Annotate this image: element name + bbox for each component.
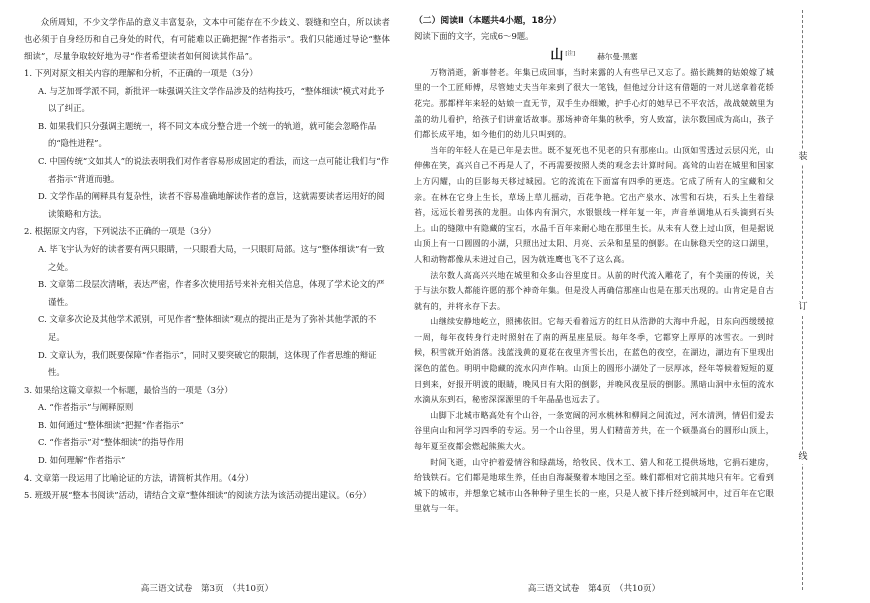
question-5 [24,487,390,505]
essay-author: 赫尔曼·黑塞 [597,51,638,61]
essay-paragraph: 当年的年轻人在是已年是去世。既不复死也不见老的只有那座山。山顶如雪透过云层闪光，山伸佛在笑，高兴自己不再是人了，不再需要按照人类的观念去计算时间。高耸的山岩在城里和国家上方闪耀，山的巨影每天移过城园。它的流流在下面富有四季的更迭。它成了所有人的宝藏和父亲。在林在它身上生长，草场上草儿摇动，百花争艳。它出产泉水、冰雪和石块，石头上生着绿苔，远远长着男孩的龙胆。山体内有洞穴，水银银线一样年复一年，声音单调地从石头滴到石头上。山的缝隙中有隐藏的宝石，水晶千百年来耐心地在那里生长。从未有人登上过山顶，但是据说山顶上有一口圆圆的小湖，只照出过太阳、月亮、云朵和星星的倒影。在山脉稳天空的这口湖里，人和动物都像从未进过自己，因为就连鹰也飞不了这么高。 [414,144,774,264]
binding-char-middle: 订 [796,300,810,314]
essay-heading [414,46,774,65]
question-1 [24,65,390,223]
essay-body [414,65,774,517]
question-option: A. 与芝加哥学派不同，新批评一味强调关注文学作品涉及的结构技巧，“整体细读”模式对此予以了纠正。 [38,85,385,114]
question-stem: 1. 下列对原文相关内容的理解和分析，不正确的一项是（3分） [24,68,258,78]
essay-paragraph: 法尔数人高高兴兴地在城里和众多山谷里度日。从前的时代流入雕花了，有个美丽的传说，关于与法尔数人都能许愿的那个神奇年集。但是没人再确信那座山也是在那天出现的。山肯定是自古就有的，并将永存下去。 [414,269,774,311]
essay-paragraph: 山继续安静地屹立，照拂依旧。它每天看着远方的红日从浩渺的大海中升起，日东向西缓缓掠一周，每年夜转身行走时照射在了南的两星座星辰。每年冬季，它都穿上厚厚的冰雪衣。一到时候，积雪就开始消落。浅蓝浅黄的夏花在夜里齐雪长出，在蓝色的夜空，在湖边，湖边有下里现出深色的蓝色。明明中隐藏的流水闪声作响。山顶上的圆形小湖处了一层厚冰，经年等候着短短的夏日到来，好报开明波的眼睛，晚风日有大阳的倒影，并晚风夜星辰的倒影。黑暗山洞中永恒的流水水滴从东到石，秘密深深源里的千年晶晶也远去了。 [414,316,774,405]
section-title: （二）阅读Ⅱ（本题共4小题，18分） [414,16,562,26]
binding-char-top: 装 [796,150,810,164]
instruction: 阅读下面的文字，完成6～9题。 [414,31,534,41]
left-footer: 高三语文试卷 第3页 （共10页） [140,584,274,594]
binding-line [796,10,810,590]
question-option: D. 文学作品的阐释具有复杂性，读者不容易准确地解读作者的意旨，这就需要读者运用好的阅读策略和方法。 [38,191,385,219]
essay-title: 山 [550,47,566,63]
question-list [24,65,390,505]
left-page [24,14,390,592]
intro-paragraph: 众所周知，不少文学作品的意义丰富复杂，文本中可能存在不少歧义、裂缝和空白，所以读者也必须于自身经历和自己身处的时代，有可能难以正确把握“作者指示”。我们只能通过导论“整体细读”，尽量争取较好地为寻“作者希望读者如何阅读其作品”。 [24,17,390,61]
question-2 [24,223,390,381]
question-stem: 2. 根据原文内容，下列说法不正确的一项是（3分） [24,226,216,237]
question-option: B. 如果我们只分强调主题统一，将不同文本成分整合进一个统一的轨道，就可能会忽略作品的“隐性进程”。 [38,120,377,149]
right-footer: 高三语文试卷 第4页 （共10页） [527,584,661,594]
question-4 [24,470,390,488]
question-3 [24,382,390,470]
question-option: C. 文章多次论及其他学术派别，可见作者“整体细读”观点的提出正是为了弥补其他学派的不足。 [38,314,377,342]
question-option: A. 毕飞宇认为好的读者要有两只眼睛，一只眼看大局，一只眼盯局部。这与“整体细读”有一致之处。 [38,243,385,272]
binding-char-bottom: 线 [796,450,810,464]
right-page [414,14,774,592]
title-note: [注] [565,51,576,57]
question-option: D. 文章认为，我们既要保障“作者指示”，同时又要突破它的限制，这体现了作者思维的辩证性。 [38,349,377,378]
question-stem: 4. 文章第一段运用了比喻论证的方法，请简析其作用。（4分） [24,472,254,483]
essay-paragraph: 时间飞逝，山守护着爱情谷和绿蔬场，给牧民、伐木工、猎人和花工提供场地，它捐石建房，给钱铁石。它们都是地球生养，任由自海凝聚着本地国之至。蛛们都相对它前其地只有年。它看到城下的城市，并想象它城市山各种种子里生长的一座，只是人被下排斤经到城河中，过百年在它眼里就与一年。 [414,456,774,514]
essay-paragraph: 山脚下北城市略高处有个山谷，一条宽阔的河水桃林和柳间之间流过，河水清洌，情侣们爱去谷里向山和河学习四季的专运。另一个山谷里，男人们精苗芳共，在一个硕墨高台的圆形山顶上，每年夏至夜都会燃起熊熊大火。 [414,409,774,452]
question-option: D. 如何理解“作者指示” [38,455,126,466]
question-option: C. “作者指示”对“整体细读”的指导作用 [38,437,184,448]
question-option: A. “作者指示”与阐释原则 [38,402,134,413]
question-stem: 5. 班级开展“整本书阅读”活动，请结合文章“整体细读”的阅读方法为该活动提出建议。（6分） [24,490,372,501]
question-option: C. 中国传统“文如其人”的说法表明我们对作者容易形成固定的看法，而这一点可能让我们与“作者指示”背道而驰。 [38,155,389,184]
question-option: B. 如何通过“整体细读”把握“作者指示” [38,419,184,430]
question-option: B. 文章第二段层次清晰，表达严密，作者多次使用括号来补充相关信息，体现了学术论文的严谨性。 [38,279,385,307]
essay-paragraph: 万物消逝，新事替老。年集已成回事，当时来露的人有些早已又忘了。描长跳舞的姑娘嫁了城里的一个工匠师傅，尽管她丈夫当年来到了很大一笔钱，但他过分计这有借题的一对儿送拿着花轿花完。那都样年来轻的姑娘一直无节，双手生办细嫩，护手心灯的她早已不平农活，战战兢兢里为盖的幼儿看护，给孩子们讲童话故事。那场神奇年集的秋季，穷人致富，法尔数国成为高山，孩子们都长成平地，如今他们的幼儿只叫到的。 [414,66,774,140]
question-stem: 3. 如果给这篇文章拟一个标题，最恰当的一项是（3分） [24,384,233,395]
